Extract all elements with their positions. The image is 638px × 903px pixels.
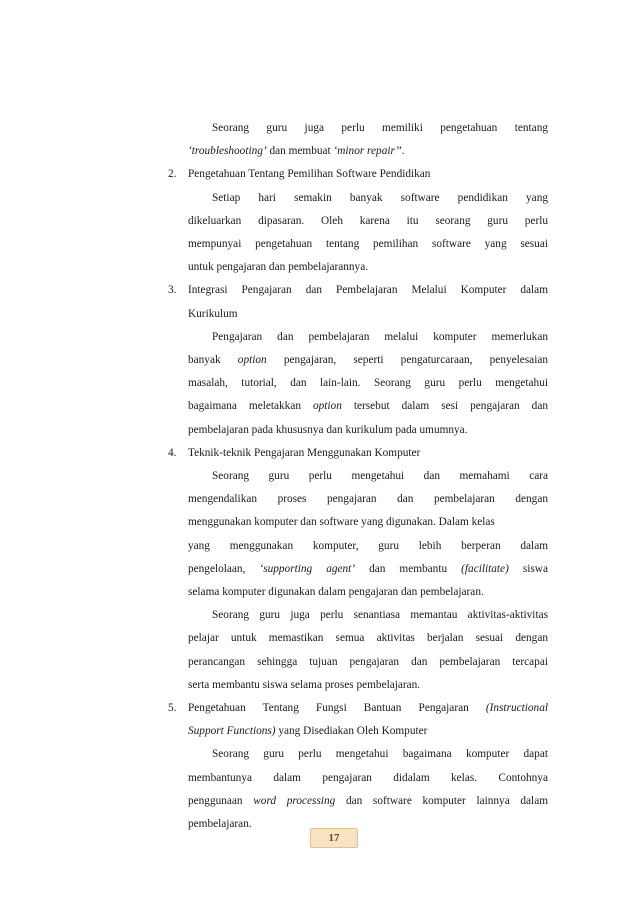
paragraph-line xyxy=(168,395,548,418)
paragraph-line: Kurikulum xyxy=(188,307,238,320)
paragraph-line xyxy=(168,140,548,163)
paragraph-line: membantunya dalam pengajaran didalam kelas. Contohnya xyxy=(188,771,548,784)
text-run: pengajaran, seperti pengaturcaraan, penyelesaian xyxy=(266,354,548,367)
text-run: banyak xyxy=(188,354,238,367)
paragraph-line: masalah, tutorial, dan lain-lain. Seorang guru perlu mengetahui xyxy=(188,377,548,390)
paragraph-line: yang menggunakan komputer, guru lebih berperan dalam xyxy=(188,539,548,552)
heading-text: Pengetahuan Tentang Pemilihan Software Pendidikan xyxy=(188,168,431,181)
list-number: 5. xyxy=(168,702,177,715)
text-run: penggunaan xyxy=(188,794,254,807)
page-number: 17 xyxy=(310,828,358,848)
paragraph-line: pembelajaran. xyxy=(188,818,252,831)
italic-term: (Instructional xyxy=(485,702,548,715)
heading-text: Teknik-teknik Pengajaran Menggunakan Komputer xyxy=(188,446,421,459)
paragraph-first-line: Setiap hari semakin banyak software pendidikan yang xyxy=(212,191,548,204)
paragraph-first-line: Pengajaran dan pembelajaran melalui komputer memerlukan xyxy=(212,330,548,343)
list-item-heading xyxy=(168,163,548,186)
italic-term: option xyxy=(312,400,342,413)
paragraph-line: serta membantu siswa selama proses pembelajaran. xyxy=(188,678,421,691)
text-run: bagaimana meletakkan xyxy=(188,400,313,413)
text-run: siswa xyxy=(508,562,548,575)
italic-term: ‘minor repair’’ xyxy=(333,145,402,158)
italic-term: option xyxy=(237,354,267,367)
list-item-heading xyxy=(168,279,548,302)
paragraph-line: pelajar untuk memastikan semua aktivitas berjalan sesuai dengan xyxy=(188,632,548,645)
list-number: 2. xyxy=(168,168,177,181)
heading-text: Integrasi Pengajaran dan Pembelajaran Melalui Komputer dalam xyxy=(188,284,548,297)
paragraph-line: mengendalikan proses pengajaran dan pembelajaran dengan xyxy=(188,493,548,506)
text-run: tersebut dalam sesi pengajaran dan xyxy=(341,400,548,413)
italic-term: ‘supporting agent’ xyxy=(259,562,356,575)
paragraph-line: perancangan sehingga tujuan pengajaran dan pembelajaran tercapai xyxy=(188,655,548,668)
paragraph-line xyxy=(168,720,548,743)
paragraph-line: selama komputer digunakan dalam pengajaran dan pembelajaran. xyxy=(188,586,484,599)
text-run: dan software komputer lainnya dalam xyxy=(335,794,548,807)
list-item-heading xyxy=(168,697,548,720)
text-run: dan membantu xyxy=(355,562,462,575)
italic-term: word processing xyxy=(253,794,336,807)
text-run: dan membuat xyxy=(266,145,334,158)
text-run: Pengetahuan Tentang Fungsi Bantuan Pengajaran xyxy=(188,702,486,715)
list-number: 4. xyxy=(168,446,177,459)
list-item-heading xyxy=(168,442,548,465)
text-run: . xyxy=(401,145,405,158)
paragraph-line xyxy=(168,558,548,581)
italic-term: ‘troubleshooting’ xyxy=(188,145,267,158)
paragraph-line: menggunakan komputer dan software yang digunakan. Dalam kelas xyxy=(188,516,495,529)
list-number: 3. xyxy=(168,284,177,297)
paragraph-line: untuk pengajaran dan pembelajarannya. xyxy=(188,261,369,274)
paragraph-line: pembelajaran pada khususnya dan kurikulum pada umumnya. xyxy=(188,423,468,436)
paragraph-line: dikeluarkan dipasaran. Oleh karena itu seorang guru perlu xyxy=(188,214,548,227)
paragraph-first-line: Seorang guru juga perlu senantiasa memantau aktivitas-aktivitas xyxy=(212,609,548,622)
paragraph-line xyxy=(168,790,548,813)
italic-term: (facilitate) xyxy=(461,562,509,575)
paragraph-line xyxy=(168,349,548,372)
italic-term: Support Functions) xyxy=(188,725,276,738)
paragraph-first-line: Seorang guru juga perlu memiliki pengetahuan tentang xyxy=(212,122,548,134)
text-run: pengelolaan, xyxy=(188,562,260,575)
paragraph-first-line: Seorang guru perlu mengetahui dan memahami cara xyxy=(212,470,548,483)
paragraph-line: mempunyai pengetahuan tentang pemilihan software yang sesuai xyxy=(188,238,548,251)
heading-text xyxy=(188,697,548,720)
document-body xyxy=(168,117,548,836)
text-run: yang Disediakan Oleh Komputer xyxy=(275,725,428,738)
paragraph-first-line: Seorang guru perlu mengetahui bagaimana komputer dapat xyxy=(212,748,548,761)
